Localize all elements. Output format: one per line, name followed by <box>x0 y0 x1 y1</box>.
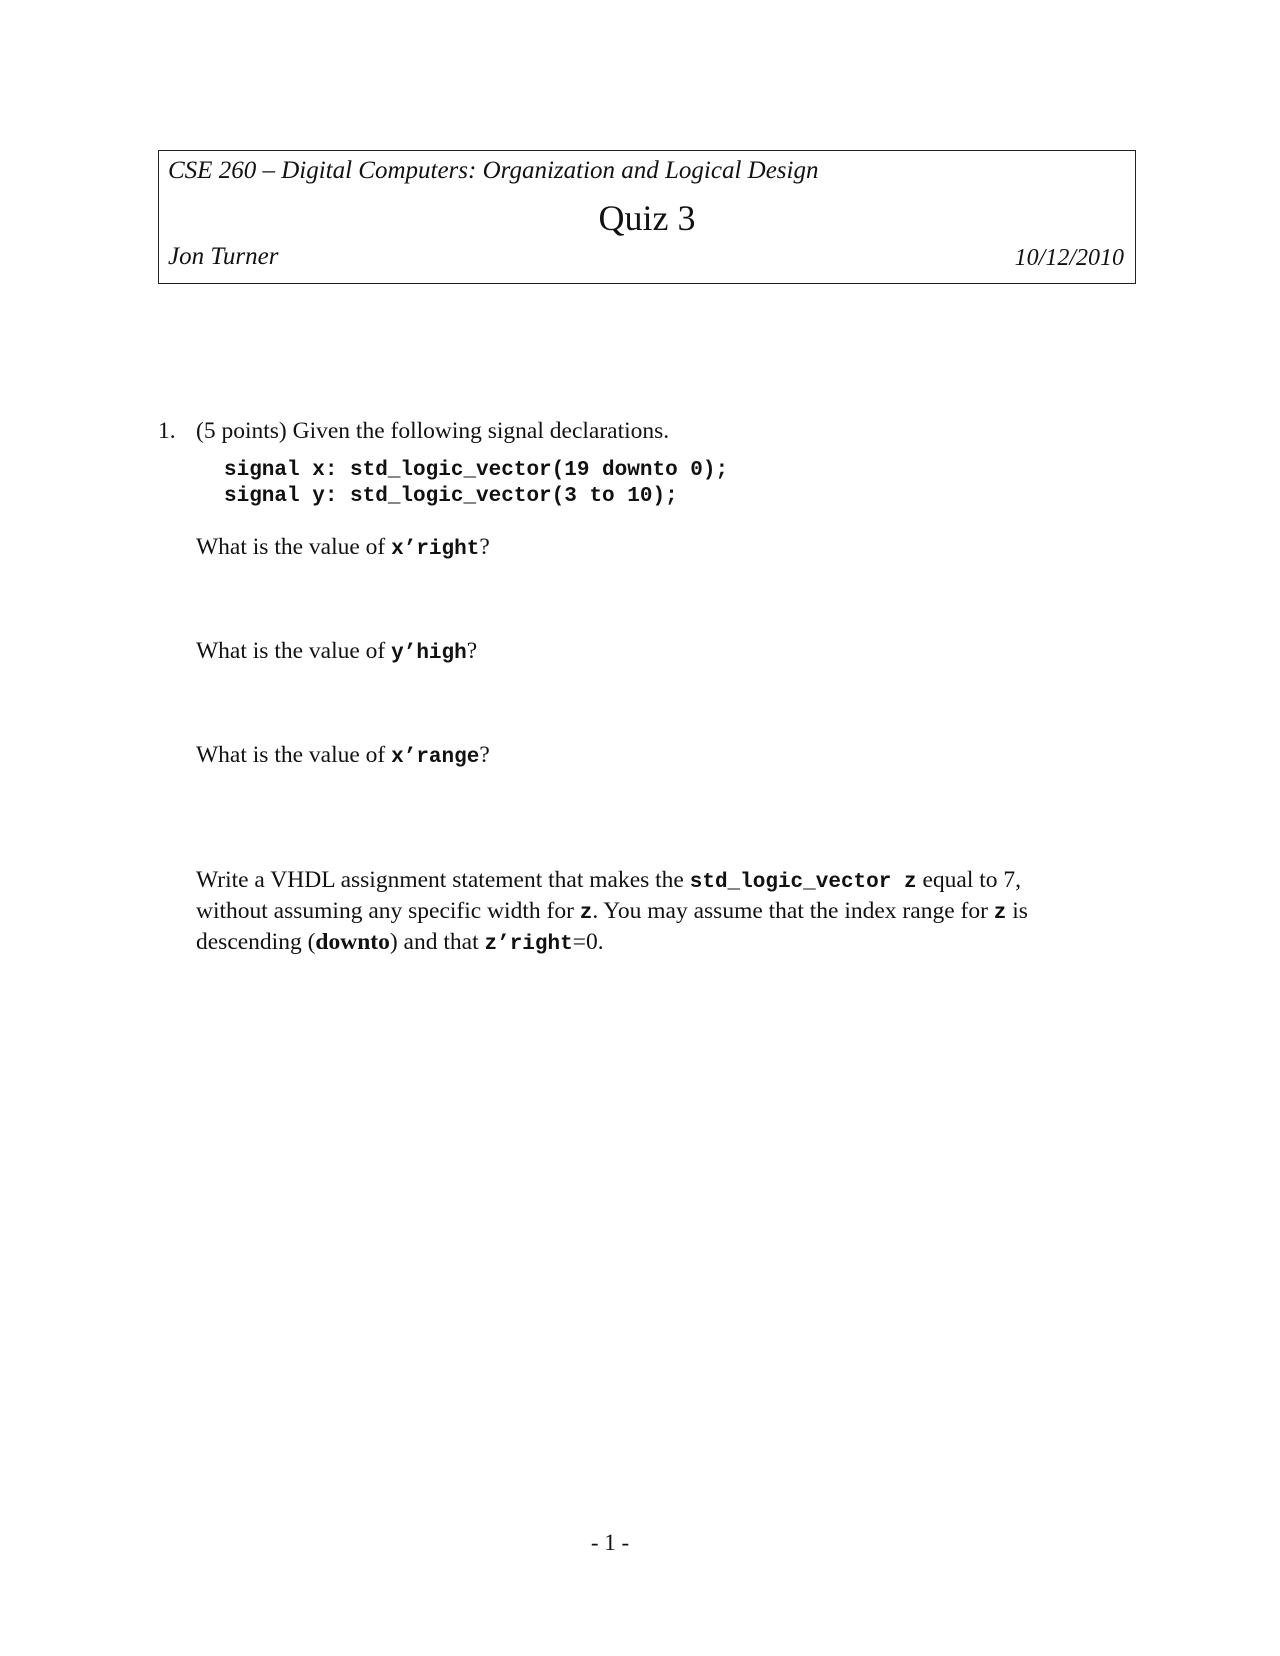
text: equal to 7, <box>916 867 1021 893</box>
sub-question-suffix: ? <box>479 742 490 768</box>
quiz-date: 10/12/2010 <box>1014 245 1124 271</box>
sub-question-code: y’high <box>391 642 467 665</box>
text: descending ( <box>196 929 316 955</box>
paragraph-line <box>196 928 1111 959</box>
inline-code: std_logic_vector z <box>689 871 917 894</box>
quiz-title: Quiz 3 <box>598 198 696 238</box>
inline-code: z’right <box>484 933 573 956</box>
signal-declarations <box>224 458 728 510</box>
text: . You may assume that the index range for <box>592 898 994 924</box>
sub-question-suffix: ? <box>466 638 478 664</box>
author-name: Jon Turner <box>168 243 279 270</box>
text: =0. <box>572 929 604 955</box>
sub-question-text: What is the value of <box>196 638 392 664</box>
code-line: signal x: std_logic_vector(19 downto 0); <box>224 459 729 482</box>
sub-question-code: x’right <box>391 538 480 561</box>
text: without assuming any specific width for <box>196 898 580 924</box>
header-box <box>158 150 1136 284</box>
text: ) and that <box>389 929 485 955</box>
question-lead: (5 points) Given the following signal declarations. <box>196 418 670 444</box>
course-title: CSE 260 – Digital Computers: Organization and Logical Design <box>168 157 819 184</box>
sub-question-x-range <box>196 742 490 769</box>
paragraph-line <box>196 866 1111 897</box>
sub-question-y-high <box>196 638 477 665</box>
inline-code: z <box>993 902 1007 925</box>
code-line: signal y: std_logic_vector(3 to 10); <box>224 485 678 508</box>
text: Write a VHDL assignment statement that makes the <box>196 867 690 893</box>
sub-question-suffix: ? <box>479 534 490 560</box>
text: is <box>1006 898 1028 924</box>
vhdl-assignment-question <box>196 866 1111 959</box>
inline-code: z <box>579 902 593 925</box>
sub-question-text: What is the value of <box>196 534 392 560</box>
question-number: 1. <box>158 418 176 444</box>
page-number: - 1 - <box>590 1530 630 1555</box>
sub-question-code: x’range <box>391 746 480 769</box>
sub-question-text: What is the value of <box>196 742 392 768</box>
sub-question-x-right <box>196 534 490 561</box>
bold-keyword: downto <box>315 929 390 955</box>
paragraph-line <box>196 897 1111 928</box>
